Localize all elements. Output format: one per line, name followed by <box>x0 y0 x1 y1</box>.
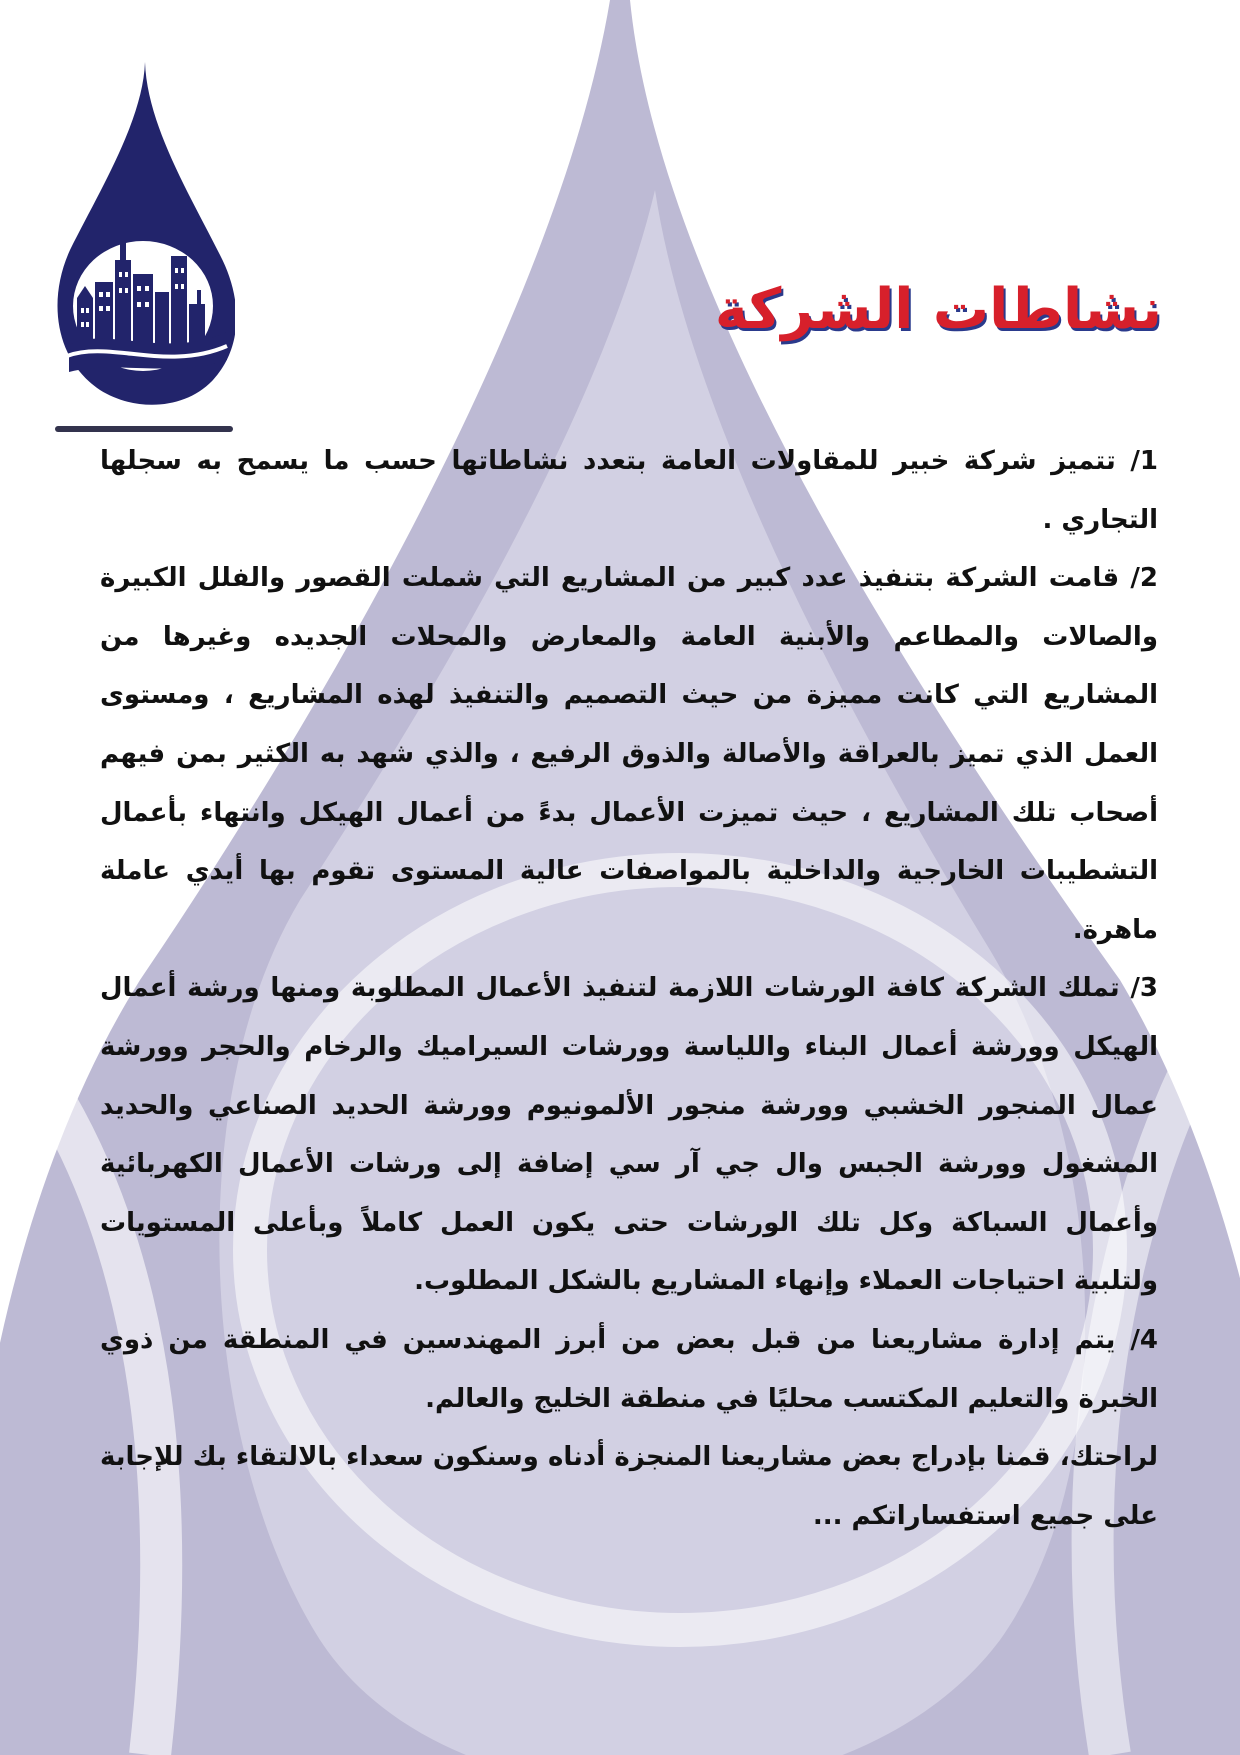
activities-body <box>100 432 1158 1545</box>
item-text: تتميز شركة خبير للمقاولات العامة بتعدد نشاطاتها حسب ما يسمح به سجلها التجاري . <box>100 446 1158 535</box>
item-number: 4/ <box>1130 1324 1158 1355</box>
item-number: 2/ <box>1130 563 1158 594</box>
activity-item-2 <box>100 549 1158 959</box>
item-number: 1/ <box>1130 446 1158 476</box>
item-text: تملك الشركة كافة الورشات اللازمة لتنفيذ الأعمال المطلوبة ومنها ورشة أعمال الهيكل وورشة أعمال البناء واللياسة وورشات السيراميك والرخام والحجر وورشة عمال المنجور الخشبي وورشة منجور الألمونيوم وورشة الحديد الصناعي والحديد المشغول وورشة الجبس وال جي آر سي إضافة إلى ورشات الأعمال الكهربائية وأعمال السباكة وكل تلك الورشات حتى يكون العمل كاملاً وبأعلى المستويات ولتلبية احتياجات العملاء وإنهاء المشاريع بالشكل المطلوب. <box>100 973 1158 1297</box>
water-drop-city-logo-icon <box>55 60 235 440</box>
item-text: قامت الشركة بتنفيذ عدد كبير من المشاريع التي شملت القصور والفلل الكبيرة والصالات والمطاعم والأبنية العامة والمعارض والمحلات الجديده وغيرها من المشاريع التي كانت مميزة من حيث التصميم والتنفيذ لهذه المشاريع ، ومستوى العمل الذي تميز بالعراقة والأصالة والذوق الرفيع ، والذي شهد به الكثير بمن فيهم أصحاب تلك المشاريع ، حيث تميزت الأعمال بدءً من أعمال الهيكل وانتهاء بأعمال التشطيبات الخارجية والداخلية بالمواصفات عالية المستوى تقوم بها أيدي عاملة ماهرة. <box>100 563 1158 945</box>
item-text: يتم إدارة مشاريعنا من قبل بعض من أبرز المهندسين في المنطقة من ذوي الخبرة والتعليم المكتسب محليًا في منطقة الخليج والعالم. <box>100 1324 1158 1414</box>
item-number: 3/ <box>1130 973 1158 1004</box>
activity-item-4 <box>100 1311 1158 1428</box>
activity-item-3 <box>100 959 1158 1311</box>
activity-item-1 <box>100 432 1158 549</box>
closing-text: لراحتك، قمنا بإدراج بعض مشاريعنا المنجزة أدناه وسنكون سعداء بالالتقاء بك للإجابة على جميع استفساراتكم ... <box>100 1442 1158 1531</box>
page-title: نشاطات الشركة <box>714 277 1162 342</box>
closing-note <box>100 1428 1158 1545</box>
